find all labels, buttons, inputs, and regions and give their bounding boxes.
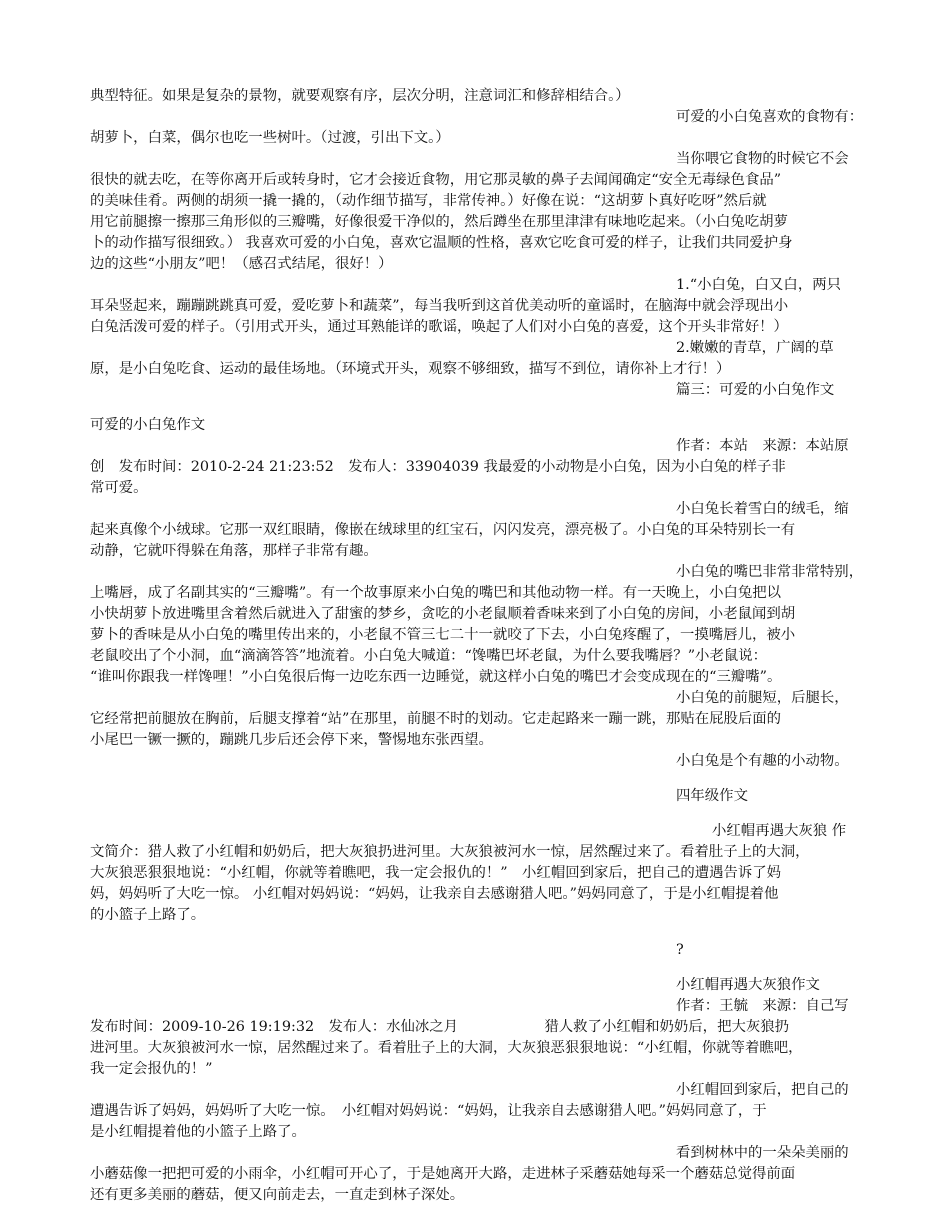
text-line: 小白兔长着雪白的绒毛，缩 [676, 501, 849, 517]
text-line: 耳朵竖起来，蹦蹦跳跳真可爱，爱吃萝卜和蔬菜”，每当我听到这首优美动听的童谣时，在脑海中就会浮现出小 [90, 298, 789, 314]
text-line: 小尾巴一镢一撅的，蹦跳几步后还会停下来，警惕地东张西望。 [90, 732, 493, 748]
text-line: 小白兔的前腿短，后腿长， [676, 690, 849, 706]
text-line: 它经常把前腿放在胸前，后腿支撑着“站”在那里，前腿不时的划动。它走起路来一蹦一跳，那贴在屁股后面的 [90, 711, 782, 727]
text-line: 1.“小白兔，白又白，两只 [676, 277, 841, 293]
article-title: 可爱的小白兔作文 [90, 417, 206, 433]
text-line: 白兔活泼可爱的样子。（引用式开头，通过耳熟能详的歌谣，唤起了人们对小白兔的喜爱，这个开头非常好！） [90, 319, 788, 335]
text-line: 可爱的小白兔喜欢的食物有： [676, 109, 864, 125]
text-line: 很快的就去吃，在等你离开后或转身时，它才会接近食物，用它那灵敏的鼻子去闻闻确定“安全无毒绿色食品” [90, 172, 782, 188]
text-line: 2.嫩嫩的青草，广阔的草 [676, 340, 834, 356]
text-line: 文简介：猎人救了小红帽和奶奶后，把大灰狼扔进河里。大灰狼被河水一惊，居然醒过来了。看着肚子上的大洞， [90, 844, 810, 860]
text-line: 小蘑菇像一把把可爱的小雨伞，小红帽可开心了，于是她离开大路，走进林子采蘑菇她每采一个蘑菇总觉得前面 [90, 1166, 796, 1182]
article-meta: 作者：本站 来源：本站原 [676, 438, 849, 454]
text-line: 常可爱。 [90, 480, 148, 496]
text-line: ? [676, 942, 684, 958]
text-line: 我一定会报仇的！” [90, 1061, 213, 1077]
document-body [90, 86, 866, 1206]
text-line: 上嘴唇，成了名副其实的“三瓣嘴”。有一个故事原来小白兔的嘴巴和其他动物一样。有一天晚上，小白兔把以 [90, 585, 782, 601]
text-line: 看到树林中的一朵朵美丽的 [676, 1145, 849, 1161]
text-line: 大灰狼恶狠狠地说：“小红帽，你就等着瞧吧，我一定会报仇的！” 小红帽回到家后，把自己的遭遇告诉了妈 [90, 865, 782, 881]
text-line: 发布时间：2009-10-26 19:19:32 发布人：水仙冰之月 猎人救了小红帽和奶奶后，把大灰狼扔 [90, 1019, 790, 1035]
text-line: “谁叫你跟我一样馋哩！”小白兔很后悔一边吃东西一边睡觉，就这样小白兔的嘴巴才会变成现在的“三瓣嘴”。 [90, 669, 782, 685]
article-meta: 作者：王毓 来源：自己写 [676, 998, 849, 1014]
text-line: 进河里。大灰狼被河水一惊，居然醒过来了。看着肚子上的大洞，大灰狼恶狠狠地说：“小红帽，你就等着瞧吧， [90, 1040, 803, 1056]
text-line: 小快胡萝卜放进嘴里含着然后就进入了甜蜜的梦乡，贪吃的小老鼠顺着香味来到了小白兔的房间，小老鼠闻到胡 [90, 606, 796, 622]
article-title: 小红帽再遇大灰狼 作 [712, 823, 847, 839]
text-line: 萝卜的香味是从小白兔的嘴里传出来的，小老鼠不管三七二十一就咬了下去，小白兔疼醒了，一摸嘴唇儿，被小 [90, 627, 796, 643]
article-title: 小红帽再遇大灰狼作文 [676, 977, 820, 993]
section-heading: 篇三：可爱的小白兔作文 [676, 382, 835, 398]
text-line: 典型特征。如果是复杂的景物，就要观察有序，层次分明，注意词汇和修辞相结合。） [90, 88, 630, 104]
text-line: 原，是小白兔吃食、运动的最佳场地。（环境式开头，观察不够细致，描写不到位，请你补上才行！） [90, 361, 731, 377]
text-line: 胡萝卜，白菜，偶尔也吃一些树叶。（过渡，引出下文。） [90, 130, 450, 146]
text-line: 创 发布时间：2010-2-24 21:23:52 发布人：33904039 我最爱的小动物是小白兔，因为小白兔的样子非 [90, 459, 786, 475]
text-line: 遭遇告诉了妈妈，妈妈听了大吃一惊。 小红帽对妈妈说：“妈妈，让我亲自去感谢猎人吧。”妈妈同意了，于 [90, 1103, 767, 1119]
text-line: 边的这些“小朋友”吧！（感召式结尾，很好！） [90, 256, 393, 272]
text-line: 的小篮子上路了。 [90, 907, 206, 923]
text-line: 动静，它就吓得躲在角落，那样子非常有趣。 [90, 543, 378, 559]
text-line: 还有更多美丽的蘑菇，便又向前走去，一直走到林子深处。 [90, 1187, 465, 1203]
text-line: 小白兔是个有趣的小动物。 [676, 753, 849, 769]
text-line: 起来真像个小绒球。它那一双红眼睛，像嵌在绒球里的红宝石，闪闪发亮，漂亮极了。小白兔的耳朵特别长一有 [90, 522, 796, 538]
text-line: 妈，妈妈听了大吃一惊。 小红帽对妈妈说：“妈妈，让我亲自去感谢猎人吧。”妈妈同意了，于是小红帽提着他 [90, 886, 779, 902]
text-line: 老鼠咬出了个小洞，血“滴滴答答”地流着。小白兔大喊道：“馋嘴巴坏老鼠，为什么要我嘴唇？”小老鼠说： [90, 648, 768, 664]
section-heading: 四年级作文 [676, 788, 748, 804]
text-line: 的美味佳肴。两侧的胡须一撬一撬的，（动作细节描写，非常传神。）好像在说：“这胡萝卜真好吃呀”然后就 [90, 193, 767, 209]
text-line: 是小红帽提着他的小篮子上路了。 [90, 1124, 306, 1140]
text-line: 卜的动作描写很细致。） 我喜欢可爱的小白兔，喜欢它温顺的性格，喜欢它吃食可爱的样子，让我们共同爱护身 [90, 235, 793, 251]
text-line: 小白兔的嘴巴非常非常特别， [676, 564, 864, 580]
text-line: 当你喂它食物的时候它不会 [676, 151, 849, 167]
text-line: 小红帽回到家后，把自己的 [676, 1082, 849, 1098]
text-line: 用它前腿擦一擦那三角形似的三瓣嘴，好像很爱干净似的，然后蹲坐在那里津津有味地吃起来。（小白兔吃胡萝 [90, 214, 788, 230]
